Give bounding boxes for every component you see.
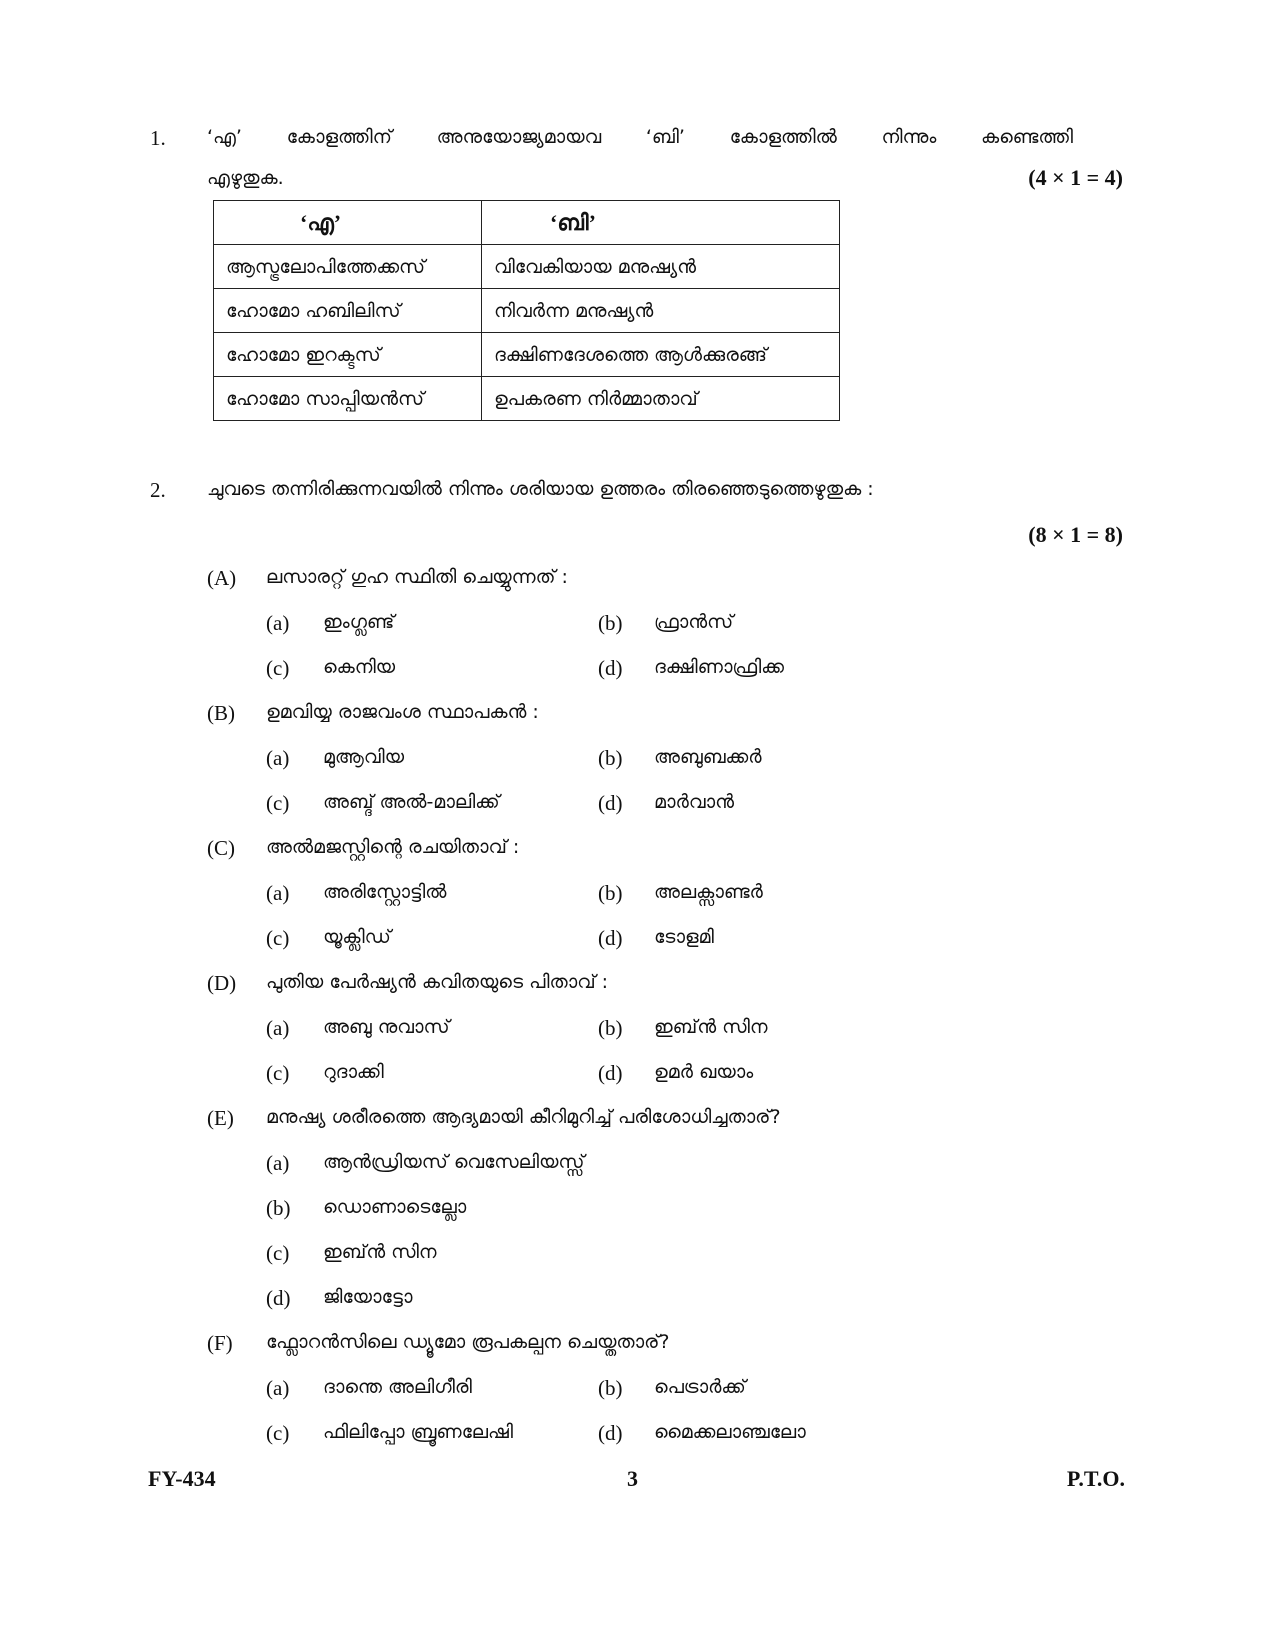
table-row xyxy=(214,245,840,289)
option-label: (a) xyxy=(266,1151,290,1175)
option-text: അബുബക്കർ xyxy=(654,746,762,768)
option-text: യൂക്ലിഡ് xyxy=(323,926,391,948)
option-label: (c) xyxy=(266,926,290,950)
table-cell-a: ഹോമോ സാപ്പിയൻസ് xyxy=(214,377,482,421)
option-label: (a) xyxy=(266,1016,290,1040)
table-cell-b: ഉപകരണ നിർമ്മാതാവ് xyxy=(482,377,840,421)
option-label: (d) xyxy=(266,1286,291,1310)
option-text: അബ്ദ് അൽ-മാലിക്ക് xyxy=(323,791,500,813)
option-text: ഇംഗ്ലണ്ട് xyxy=(323,611,395,633)
option-text: ഇബ്ൻ സിന xyxy=(323,1241,437,1263)
option-text: മൈക്കലാഞ്ചലോ xyxy=(654,1421,806,1443)
option-text: കെനിയ xyxy=(323,656,396,678)
sub-label: (A) xyxy=(207,566,237,590)
option-label: (c) xyxy=(266,656,290,680)
table-row xyxy=(214,289,840,333)
table-cell-b: വിവേകിയായ മനുഷ്യൻ xyxy=(482,245,840,289)
option-text: മുആവിയ xyxy=(323,746,405,768)
option-text: ദക്ഷിണാഫ്രിക്ക xyxy=(654,656,784,678)
option-label: (b) xyxy=(598,881,623,905)
option-text: ജിയോട്ടോ xyxy=(323,1286,413,1308)
footer-paper-code: FY-434 xyxy=(148,1466,216,1491)
column-b-header: ‘ബി’ xyxy=(482,201,840,245)
table-cell-a: ഹോമോ ഹബിലിസ് xyxy=(214,289,482,333)
option-label: (c) xyxy=(266,1061,290,1085)
option-label: (a) xyxy=(266,746,290,770)
table-cell-a: ആസ്ട്രലോപിത്തേക്കസ് xyxy=(214,245,482,289)
option-text: അബു നുവാസ് xyxy=(323,1016,450,1038)
table-cell-b: ദക്ഷിണദേശത്തെ ആൾക്കുരങ്ങ് xyxy=(482,333,840,377)
option-label: (c) xyxy=(266,1241,290,1265)
option-text: ആൻഡ്രിയസ് വെസേലിയസ്സ് xyxy=(323,1151,585,1173)
table-row xyxy=(214,333,840,377)
option-label: (c) xyxy=(266,1421,290,1445)
sub-label: (E) xyxy=(207,1106,234,1130)
option-text: ദാന്തെ അലിഗീരി xyxy=(323,1376,472,1398)
option-text: പെട്രാർക്ക് xyxy=(654,1376,746,1398)
table-cell-a: ഹോമോ ഇറക്ടസ് xyxy=(214,333,482,377)
option-label: (b) xyxy=(266,1196,291,1220)
option-label: (d) xyxy=(598,926,623,950)
q2-number: 2. xyxy=(150,478,166,502)
sub-label: (F) xyxy=(207,1331,233,1355)
sub-question: അൽമജസ്റ്റിന്റെ രചയിതാവ് : xyxy=(266,836,520,858)
q2-text: ചുവടെ തന്നിരിക്കുന്നവയിൽ നിന്നും ശരിയായ ഉത്തരം തിരഞ്ഞെടുത്തെഴുതുക : xyxy=(207,478,874,500)
option-label: (a) xyxy=(266,1376,290,1400)
sub-question: പുതിയ പേർഷ്യൻ കവിതയുടെ പിതാവ് : xyxy=(266,971,609,993)
sub-label: (D) xyxy=(207,971,237,995)
option-text: ഡൊണാടെല്ലോ xyxy=(323,1196,467,1218)
footer-pto: P.T.O. xyxy=(1066,1466,1125,1491)
option-label: (d) xyxy=(598,1421,623,1445)
option-label: (d) xyxy=(598,656,623,680)
table-header-row xyxy=(214,201,840,245)
sub-question: മനുഷ്യ ശരീരത്തെ ആദ്യമായി കീറിമുറിച്ച് പരിശോധിച്ചതാര്? xyxy=(266,1106,781,1128)
option-text: ഫ്രാൻസ് xyxy=(654,611,734,633)
footer-page-number: 3 xyxy=(627,1466,638,1491)
sub-question: ഉമവിയ്യ രാജവംശ സ്ഥാപകൻ : xyxy=(266,701,539,723)
q1-marks: (4 × 1 = 4) xyxy=(1028,165,1123,190)
option-text: ഉമർ ഖയാം xyxy=(654,1061,754,1083)
option-label: (d) xyxy=(598,791,623,815)
option-label: (d) xyxy=(598,1061,623,1085)
table-cell-b: നിവർന്ന മനുഷ്യൻ xyxy=(482,289,840,333)
option-label: (a) xyxy=(266,881,290,905)
q1-number: 1. xyxy=(150,126,166,150)
option-text: ഫിലിപ്പോ ബ്രൂണലേഷി xyxy=(323,1421,514,1443)
option-label: (a) xyxy=(266,611,290,635)
sub-label: (B) xyxy=(207,701,235,725)
option-text: മാർവാൻ xyxy=(654,791,735,813)
q2-marks: (8 × 1 = 8) xyxy=(1028,522,1123,547)
option-label: (b) xyxy=(598,1376,623,1400)
sub-label: (C) xyxy=(207,836,235,860)
table-row xyxy=(214,377,840,421)
sub-question: ലസാരറ്റ് ഗുഹ സ്ഥിതി ചെയ്യുന്നത് : xyxy=(266,566,568,588)
q1-text-line1: ‘എ’ കോളത്തിന് അനുയോജ്യമായവ ‘ബി’ കോളത്തിൽ നിന്നും കണ്ടെത്തി xyxy=(207,126,1073,148)
sub-question: ഫ്ലോറൻസിലെ ഡ്യൂമോ രൂപകല്പന ചെയ്തതാര്? xyxy=(266,1331,670,1353)
column-a-header: ‘എ’ xyxy=(214,201,482,245)
option-text: ടോളമി xyxy=(654,926,714,948)
match-table xyxy=(213,200,840,421)
option-text: ഇബ്ൻ സിന xyxy=(654,1016,768,1038)
option-text: അരിസ്റ്റോട്ടിൽ xyxy=(323,881,447,903)
option-label: (b) xyxy=(598,611,623,635)
option-label: (b) xyxy=(598,746,623,770)
q1-text-line2: എഴുതുക. xyxy=(207,167,284,189)
option-text: അലക്സാണ്ടർ xyxy=(654,881,763,903)
option-text: റുദാക്കി xyxy=(323,1061,384,1083)
option-label: (b) xyxy=(598,1016,623,1040)
option-label: (c) xyxy=(266,791,290,815)
